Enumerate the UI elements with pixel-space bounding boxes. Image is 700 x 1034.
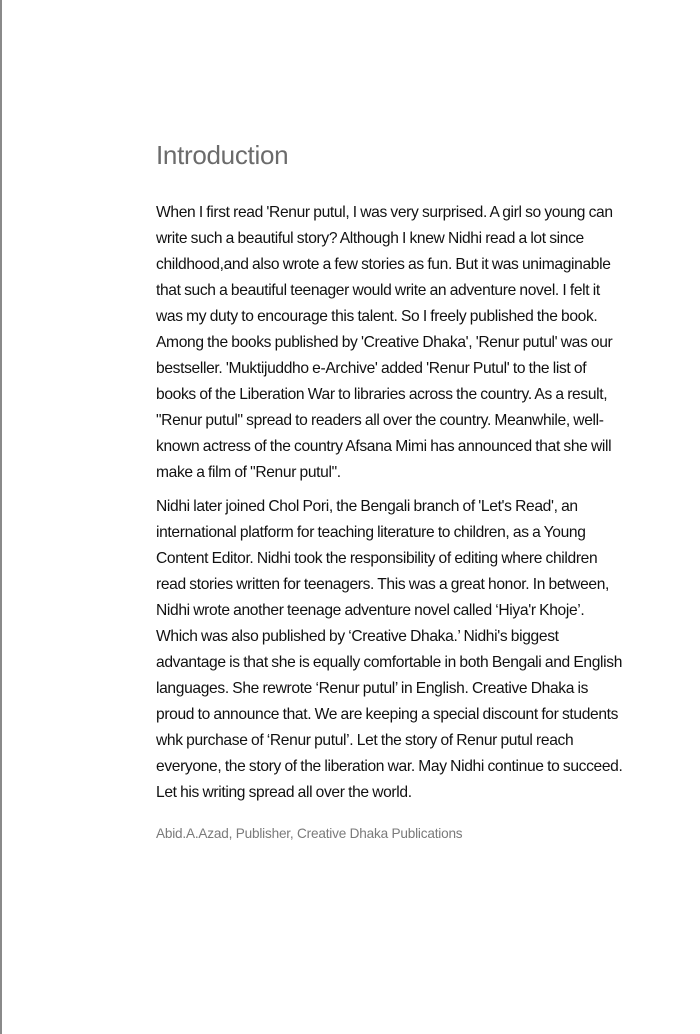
paragraph-2: Nidhi later joined Chol Pori, the Bengali branch of 'Let's Read', an international platform for teaching literature to children, as a Young Content Editor. Nidhi took the responsibility of editing where children read stories written for teenagers. This was a great honor. In between, Nidhi wrote another teenage adventure novel called ‘Hiya'r Khoje’. Which was also published by ‘Creative Dhaka.’ Nidhi's biggest advantage is that she is equally comfortable in both Bengali and English languages. She rewrote ‘Renur putul’ in English. Creative Dhaka is proud to announce that. We are keeping a special discount for students whk purchase of ‘Renur putul’. Let the story of Renur putul reach everyone, the story of the liberation war. May Nidhi continue to succeed. Let his writing spread all over the world. [156, 498, 623, 801]
page-edge-rule [0, 0, 2, 1034]
document-page [156, 138, 626, 844]
signature-line: Abid.A.Azad, Publisher, Creative Dhaka Publications [156, 826, 463, 841]
page-title: Introduction [156, 140, 289, 170]
body-text [156, 200, 626, 806]
paragraph-1: When I first read 'Renur putul, I was very surprised. A girl so young can write such a beautiful story? Although I knew Nidhi read a lot since childhood,and also wrote a few stories as fun. But it was unimaginable that such a beautiful teenager would write an adventure novel. I felt it was my duty to encourage this talent. So I freely published the book. Among the books published by 'Creative Dhaka', 'Renur putul' was our bestseller. 'Muktijuddho e-Archive' added 'Renur Putul' to the list of books of the Liberation War to libraries across the country. As a result, "Renur putul" spread to readers all over the country. Meanwhile, well-known actress of the country Afsana Mimi has announced that she will make a film of "Renur putul". [156, 204, 613, 481]
